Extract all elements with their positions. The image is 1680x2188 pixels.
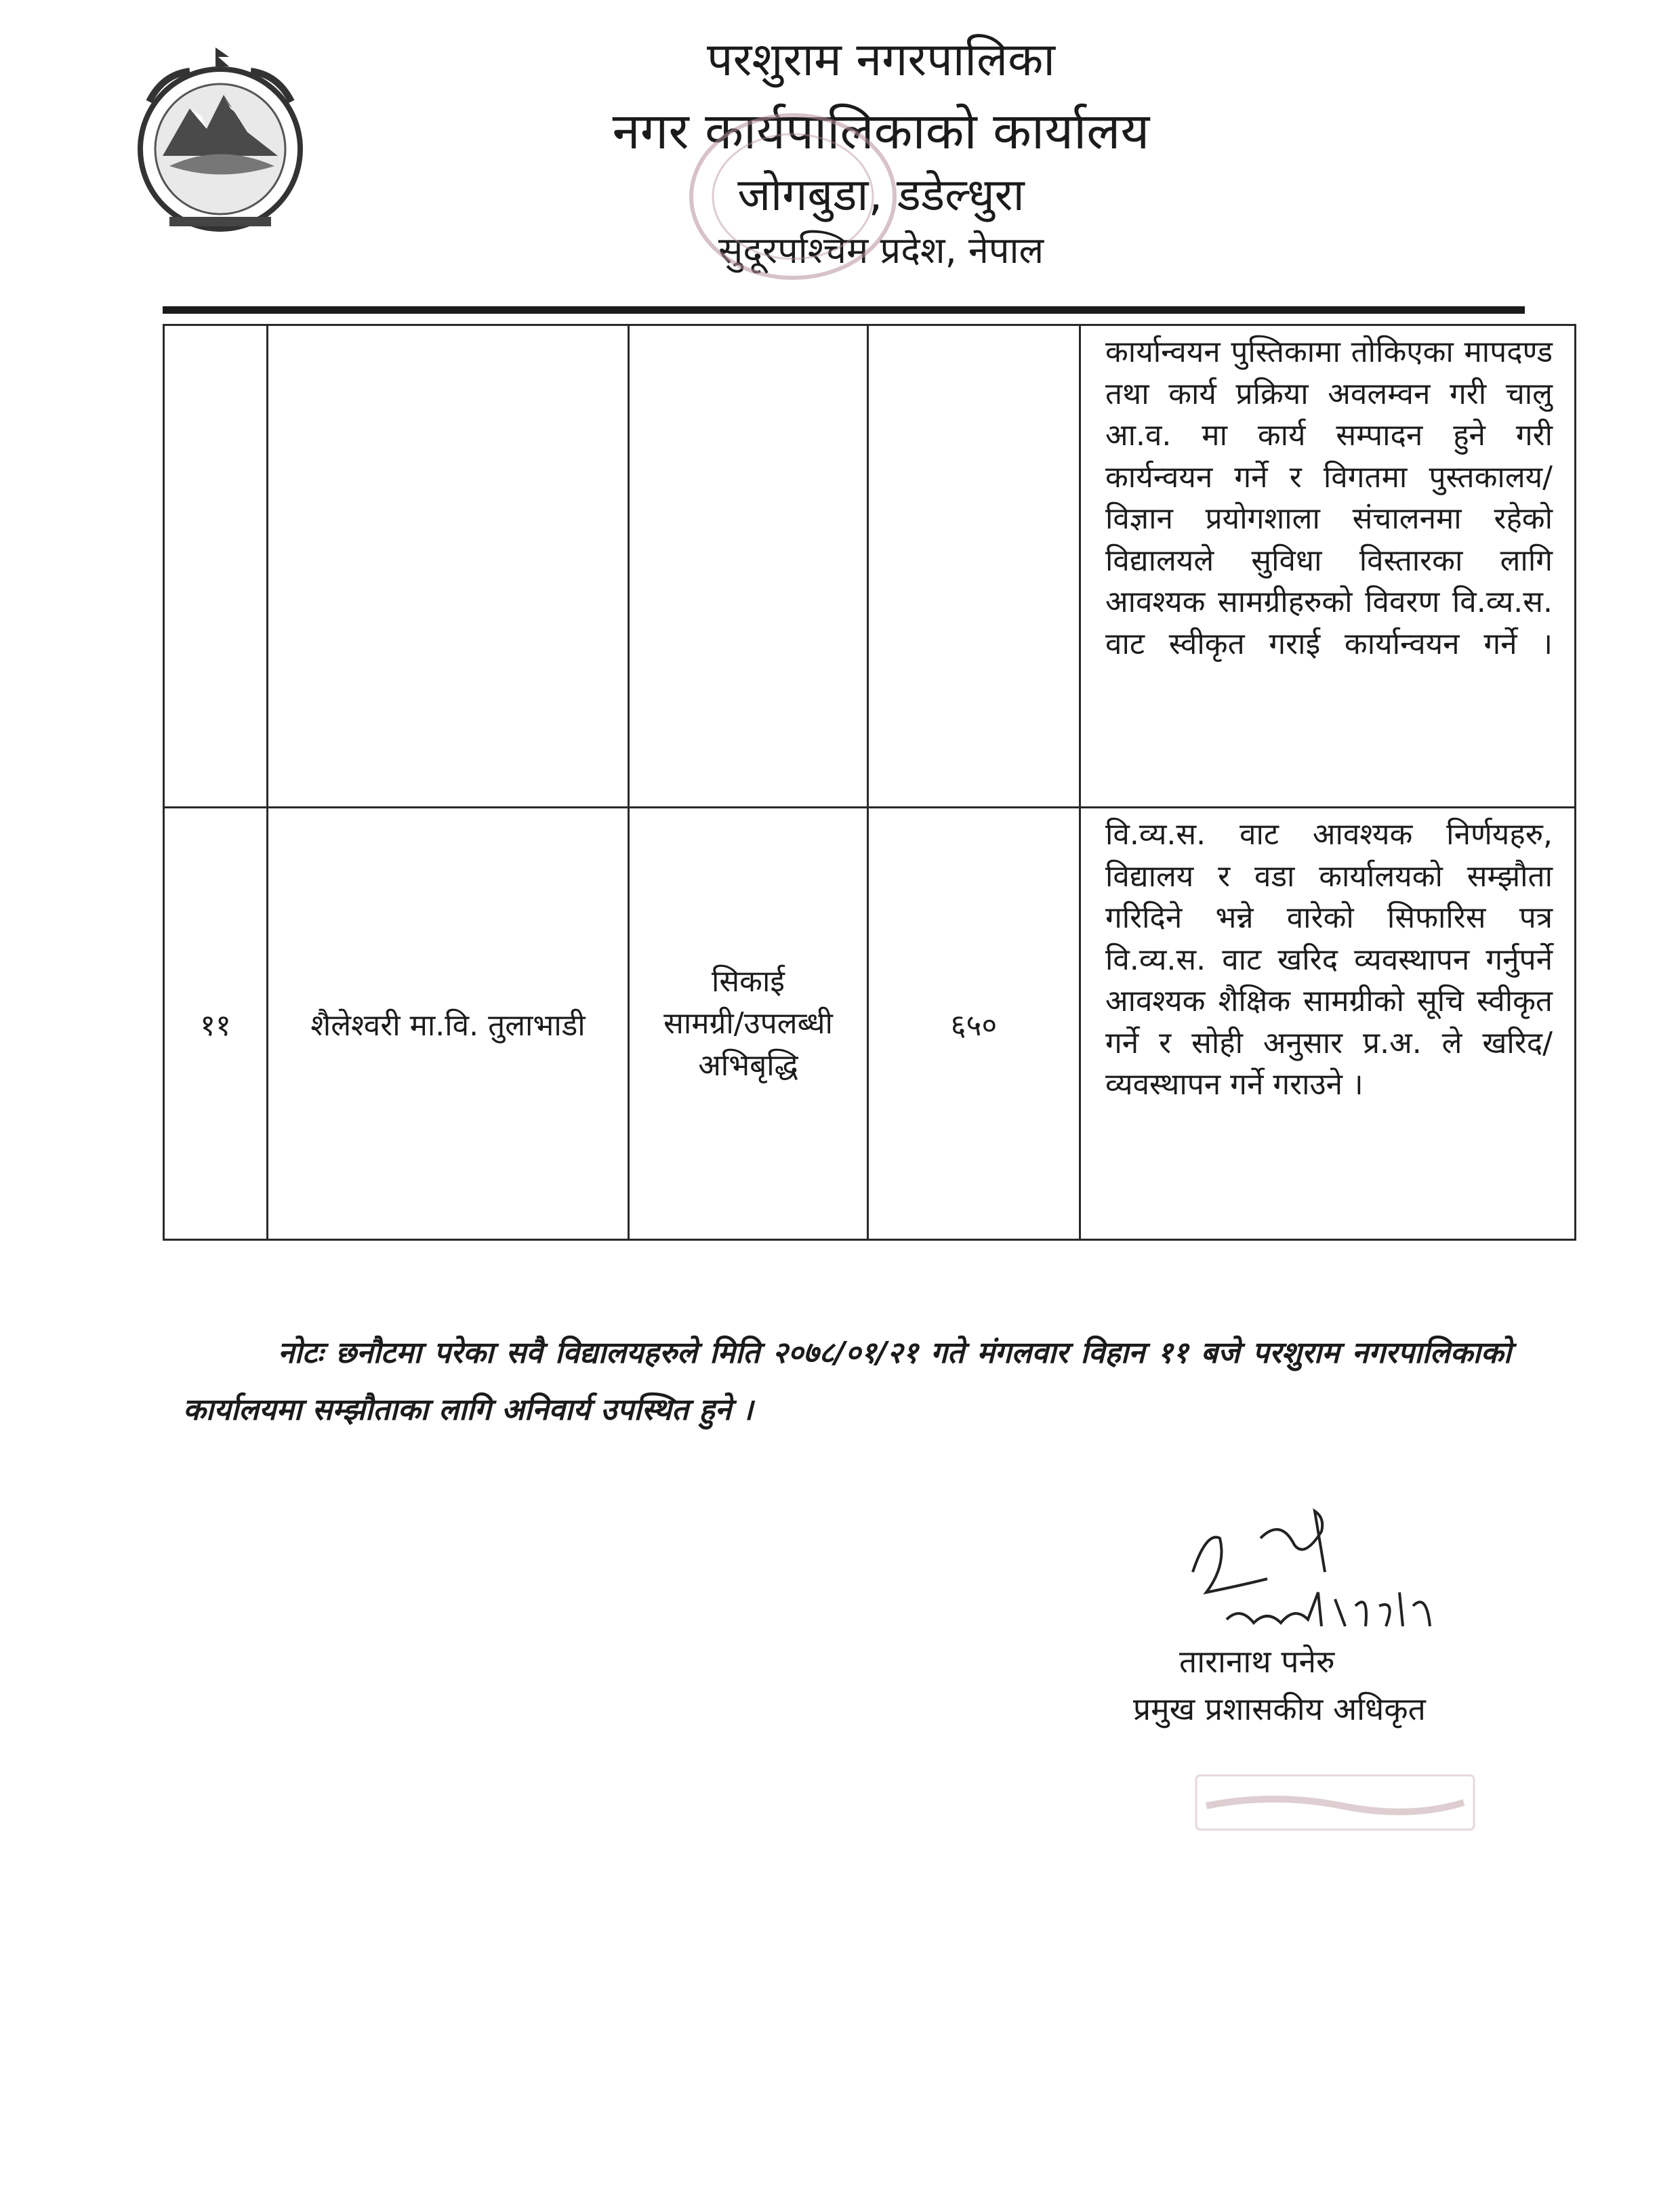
school-cell <box>268 325 629 808</box>
designation-stamp <box>1193 1769 1477 1836</box>
signatory-title: प्रमुख प्रशासकीय अधिकृत <box>1133 1691 1426 1727</box>
table-row <box>164 808 1576 1240</box>
province-country: सुदूरपश्चिम प्रदेश, नेपाल <box>718 229 1044 272</box>
note-text: नोटः छनौटमा परेका सवै विद्यालयहरुले मिति २०७८/०१/२१ गते मंगलवार विहान ११ बजे परशुराम नगरपालिकाको कार्यालयमा सम्झौताका लागि अनिवार्य उपस्थित हुने । <box>183 1336 1511 1427</box>
program-line: सिकाई <box>712 964 785 999</box>
municipality-name: परशुराम नगरपालिका <box>706 33 1055 87</box>
serial-cell <box>164 325 268 808</box>
program-line: अभिबृद्धि <box>698 1048 798 1083</box>
office-name: नगर कार्यपालिकाको कार्यालय <box>612 102 1150 161</box>
table-row <box>164 325 1576 808</box>
amount-cell: ६५० <box>868 808 1080 1240</box>
remarks-cell: कार्यान्वयन पुस्तिकामा तोकिएका मापदण्ड तथा कार्य प्रक्रिया अवलम्वन गरी चालु आ.व. मा कार्य सम्पादन हुने गरी कार्यन्वयन गर्ने र विगतमा पुस्तकालय/विज्ञान प्रयोगशाला संचालनमा रहेको विद्यालयले सुविधा विस्तारका लागि आवश्यक सामग्रीहरुको विवरण वि.व्य.स. वाट स्वीकृत गराई कार्यान्वयन गर्ने । <box>1080 325 1576 808</box>
school-program-table <box>163 324 1576 1241</box>
school-cell: शैलेश्वरी मा.वि. तुलाभाडी <box>268 808 629 1240</box>
signatory-name: तारानाथ पनेरु <box>1179 1643 1335 1680</box>
header-divider <box>163 306 1525 314</box>
program-line: सामग्री/उपलब्धी <box>663 1006 833 1041</box>
office-stamp <box>678 102 908 291</box>
amount-cell <box>868 325 1080 808</box>
program-cell <box>629 808 868 1240</box>
program-cell <box>629 325 868 808</box>
office-address: जोगबुडा, डडेल्धुरा <box>737 169 1025 221</box>
remarks-cell: वि.व्य.स. वाट आवश्यक निर्णयहरु, विद्यालय र वडा कार्यालयको सम्झौता गरिदिने भन्ने वारेको सिफारिस पत्र वि.व्य.स. वाट खरिद व्यवस्थापन गर्नुपर्ने आवश्यक शैक्षिक सामग्रीको सूचि स्वीकृत गर्ने र सोही अनुसार प्र.अ. ले खरिद/ व्यवस्थापन गर्ने गराउने । <box>1080 808 1576 1240</box>
nepal-emblem-icon <box>122 47 319 237</box>
serial-cell: ११ <box>164 808 268 1240</box>
